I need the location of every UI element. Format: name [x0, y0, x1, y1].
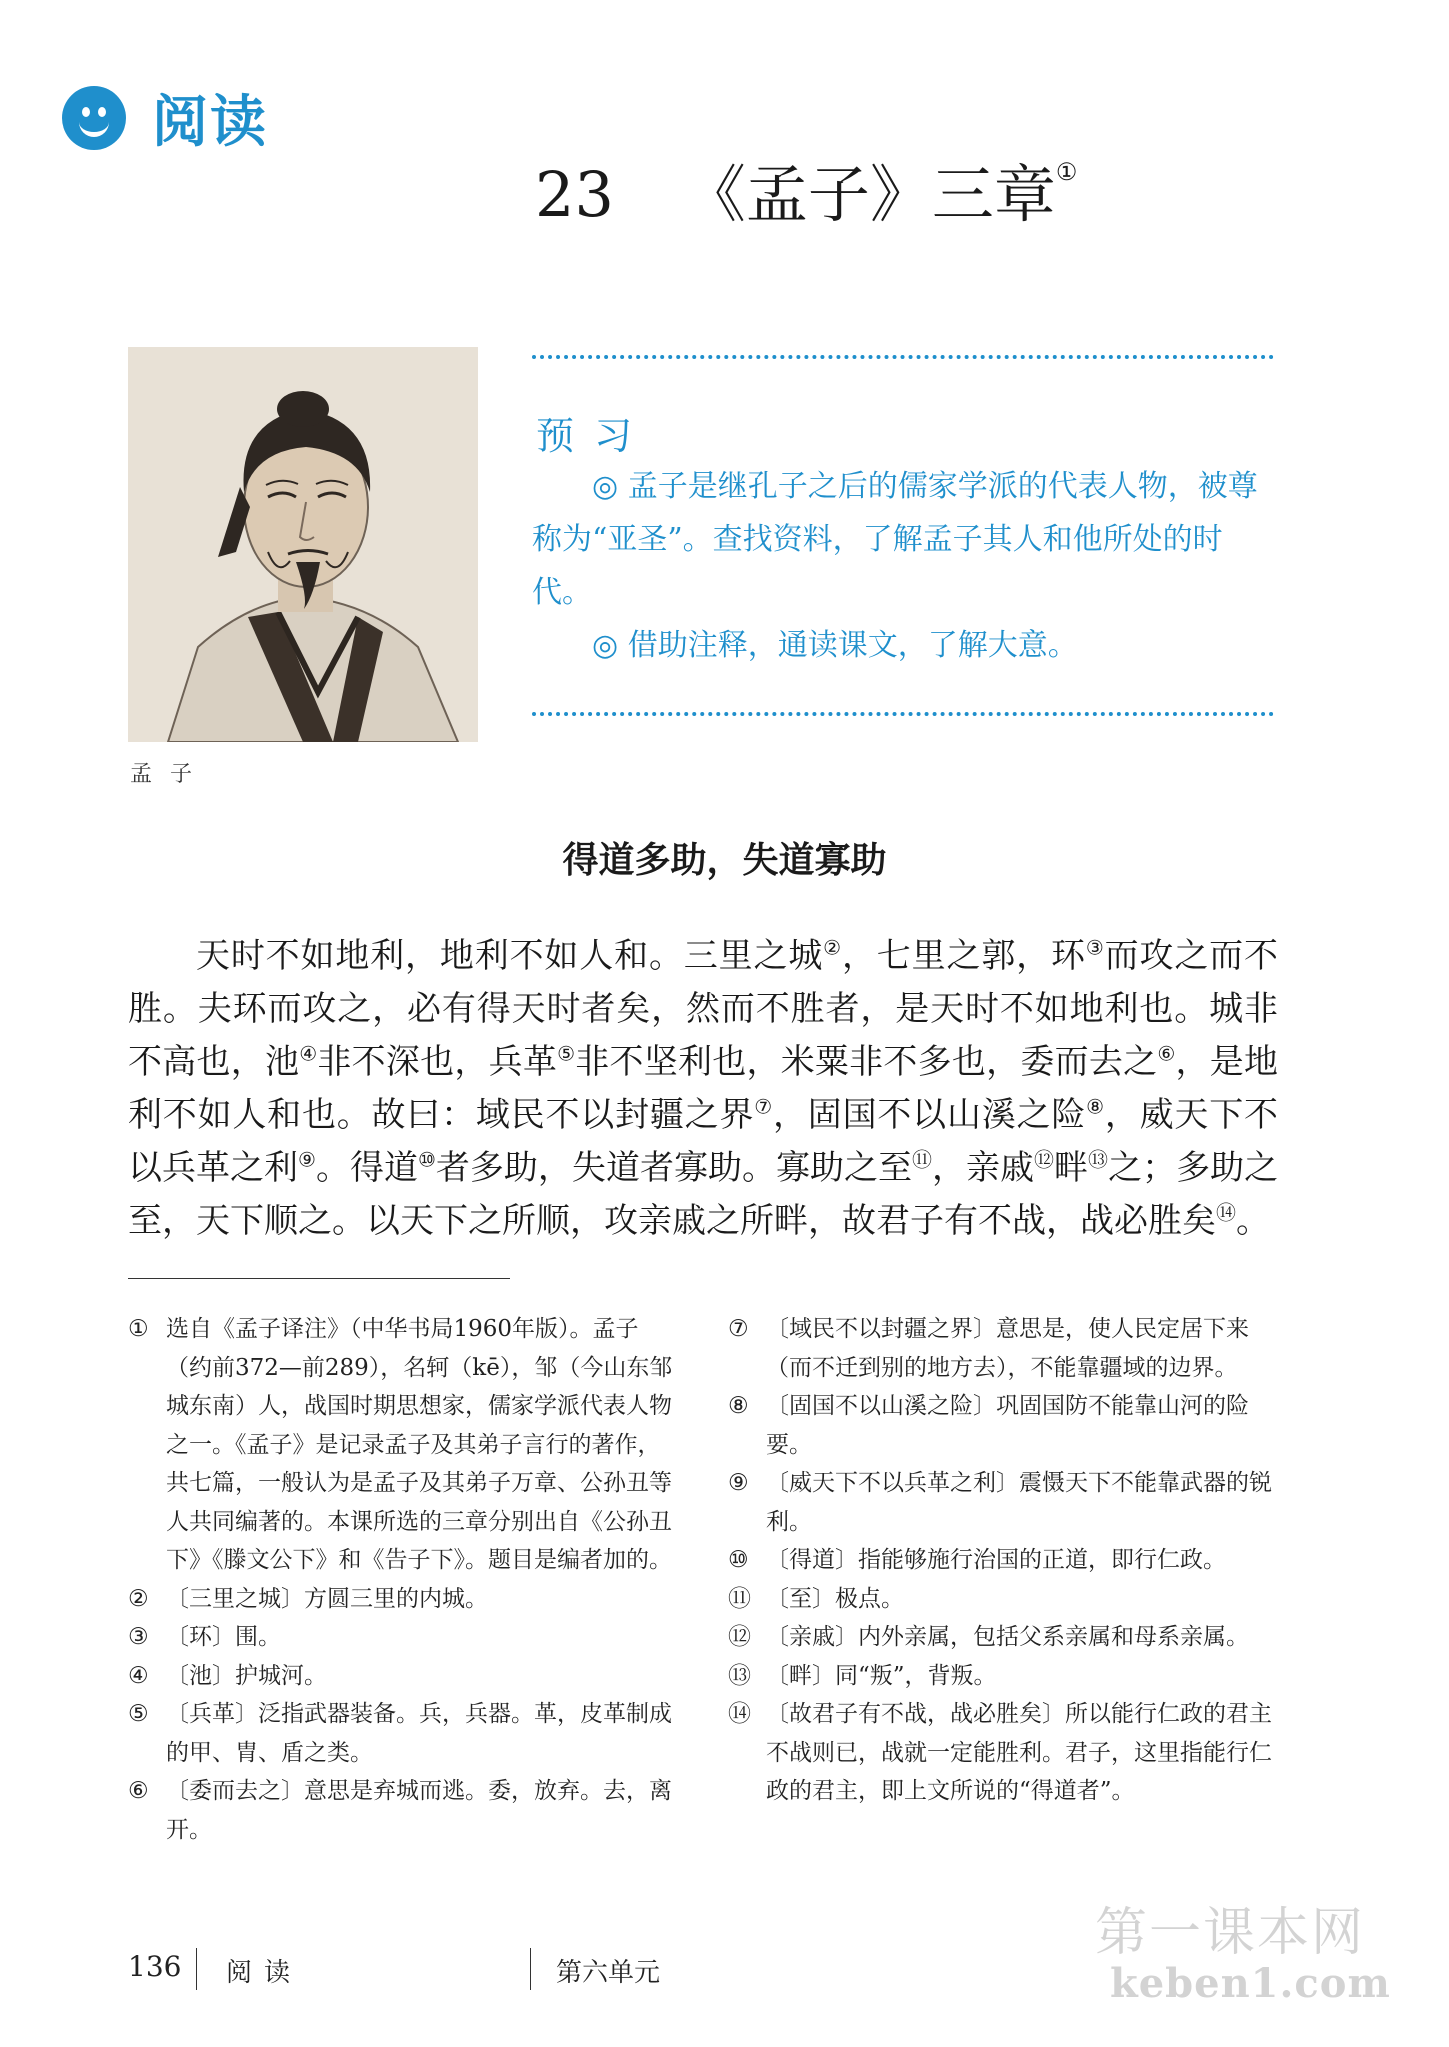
- footnote: ③ 〔环〕围。: [128, 1624, 281, 1650]
- portrait-caption: 孟子: [130, 762, 211, 787]
- preview-bottom-border: [532, 712, 1274, 716]
- main-text-segment: ，亲戚: [932, 1148, 1035, 1188]
- main-text-segment: 非不坚利也，米粟非不多也，委而去之: [575, 1042, 1158, 1082]
- footnote-marker[interactable]: ③: [1085, 935, 1105, 960]
- chapter-title: 得道多助，失道寡助: [562, 840, 887, 881]
- watermark-url: keben1.com: [1110, 1960, 1391, 2007]
- watermark-text: 第一课本网: [1095, 1903, 1366, 1963]
- preview-item: ◎ 借助注释，通读课文，了解大意。: [592, 628, 1078, 663]
- footnote: ⑧ 〔固国不以山溪之险〕巩固国防不能靠山河的险要。: [728, 1393, 1249, 1458]
- footnote: ⑦ 〔域民不以封疆之界〕意思是，使人民定居下来（而不迁到别的地方去），不能靠疆域的边界。: [728, 1316, 1249, 1381]
- footnote: ⑤ 〔兵革〕泛指武器装备。兵，兵器。革，皮革制成的甲、胄、盾之类。: [128, 1701, 672, 1766]
- main-text-segment: 之；多助之至，天下顺之。以天下之所顺，攻亲戚之所畔，故君子有不战，战必胜矣: [128, 1148, 1279, 1241]
- main-text-segment: ，威天下不以兵革之利: [128, 1095, 1279, 1188]
- main-text-segment: 。: [1236, 1201, 1270, 1241]
- main-text-segment: 者多助，失道者寡助。寡助之至: [435, 1148, 912, 1188]
- main-text-segment: 畔: [1054, 1148, 1089, 1188]
- main-text: [128, 930, 1278, 1248]
- title-note-mark: ①: [1055, 158, 1078, 187]
- footer-unit: 第六单元: [556, 1958, 661, 1988]
- footnote: ⑩ 〔得道〕指能够施行治国的正道，即行仁政。: [728, 1547, 1226, 1573]
- main-text-segment: 天时不如地利，地利不如人和。三里之城: [196, 936, 824, 976]
- main-paragraph: [128, 930, 1278, 1248]
- footnote: ① 选自《孟子译注》（中华书局1960年版）。孟子（约前372—前289），名轲（kē），邹（今山东邹城东南）人，战国时期思想家，儒家学派代表人物之一。《孟子》是记录孟子及其弟子言行的著作，共七篇，一般认为是孟子及其弟子万章、公孙丑等人共同编著的。本课所选的三章分别出自《公孙丑下》《滕文公下》和《告子下》。题目是编者加的。: [128, 1316, 673, 1573]
- footnote-rule: [128, 1278, 510, 1279]
- footnote: ⑭ 〔故君子有不战，战必胜矣〕所以能行仁政的君主不战则已，战就一定能胜利。君子，这里指能行仁政的君主，即上文所说的“得道者”。: [728, 1701, 1272, 1804]
- footnote-marker[interactable]: ⑥: [1157, 1041, 1176, 1066]
- footnote-marker[interactable]: ⑨: [298, 1147, 316, 1172]
- main-text-segment: ，是地利不如人和也。故曰：域民不以封疆之界: [128, 1042, 1278, 1135]
- footnote: ⑪ 〔至〕极点。: [728, 1585, 904, 1612]
- footer-section: 阅读: [226, 1958, 303, 1988]
- footnotes-right-column: [728, 1310, 1276, 1811]
- section-label: 阅读: [152, 90, 268, 155]
- preview-top-border: [532, 355, 1274, 359]
- footnote: ⑬ 〔畔〕同“叛”，背叛。: [728, 1662, 997, 1689]
- footnote-marker[interactable]: ⑫: [1034, 1147, 1055, 1172]
- footnote-marker[interactable]: ⑧: [1086, 1094, 1105, 1119]
- preview-heading: 预习: [536, 414, 653, 458]
- page-number: 136: [128, 1950, 182, 1983]
- preview-item: ◎ 孟子是继孔子之后的儒家学派的代表人物，被尊称为“亚圣”。查找资料，了解孟子其人和他所处的时代。: [532, 469, 1258, 610]
- footnote-marker[interactable]: ⑩: [417, 1147, 436, 1172]
- main-text-segment: ，固国不以山溪之险: [772, 1095, 1087, 1135]
- main-text-segment: 而攻之而不胜。夫环而攻之，必有得天时者矣，然而不胜者，是天时不如地利也。城非不高也，池: [128, 936, 1279, 1082]
- footer-divider: [530, 1948, 531, 1990]
- footnote: ② 〔三里之城〕方圆三里的内城。: [128, 1585, 488, 1612]
- footnote: ⑨ 〔威天下不以兵革之利〕震慑天下不能靠武器的锐利。: [728, 1470, 1272, 1535]
- mencius-portrait: [128, 347, 478, 742]
- footnote: ④ 〔池〕护城河。: [128, 1662, 327, 1689]
- main-text-segment: 非不深也，兵革: [317, 1042, 558, 1082]
- footnote-marker[interactable]: ④: [299, 1041, 318, 1066]
- lesson-title-text: 《孟子》三章: [683, 158, 1056, 231]
- main-text-segment: 。得道: [315, 1148, 418, 1188]
- footnote-marker[interactable]: ⑪: [911, 1147, 932, 1172]
- lesson-title: [535, 145, 1077, 234]
- footnote-marker[interactable]: ⑤: [557, 1041, 576, 1066]
- main-text-segment: ，七里之郭，环: [841, 936, 1086, 976]
- footnote: ⑫ 〔亲戚〕内外亲属，包括父系亲属和母系亲属。: [728, 1624, 1249, 1650]
- footnote-marker[interactable]: ⑬: [1088, 1147, 1109, 1172]
- footnote-marker[interactable]: ⑭: [1216, 1200, 1236, 1225]
- footnote: ⑥ 〔委而去之〕意思是弃城而逃。委，放弃。去，离开。: [128, 1778, 672, 1843]
- footnote-marker[interactable]: ②: [823, 935, 842, 960]
- preview-body: [532, 460, 1274, 672]
- footnote-marker[interactable]: ⑦: [754, 1094, 773, 1119]
- section-header: [62, 78, 268, 158]
- smiley-icon: [62, 86, 126, 150]
- footer-divider: [196, 1948, 197, 1990]
- footnotes-left-column: [128, 1310, 676, 1849]
- lesson-number: 23: [535, 158, 614, 231]
